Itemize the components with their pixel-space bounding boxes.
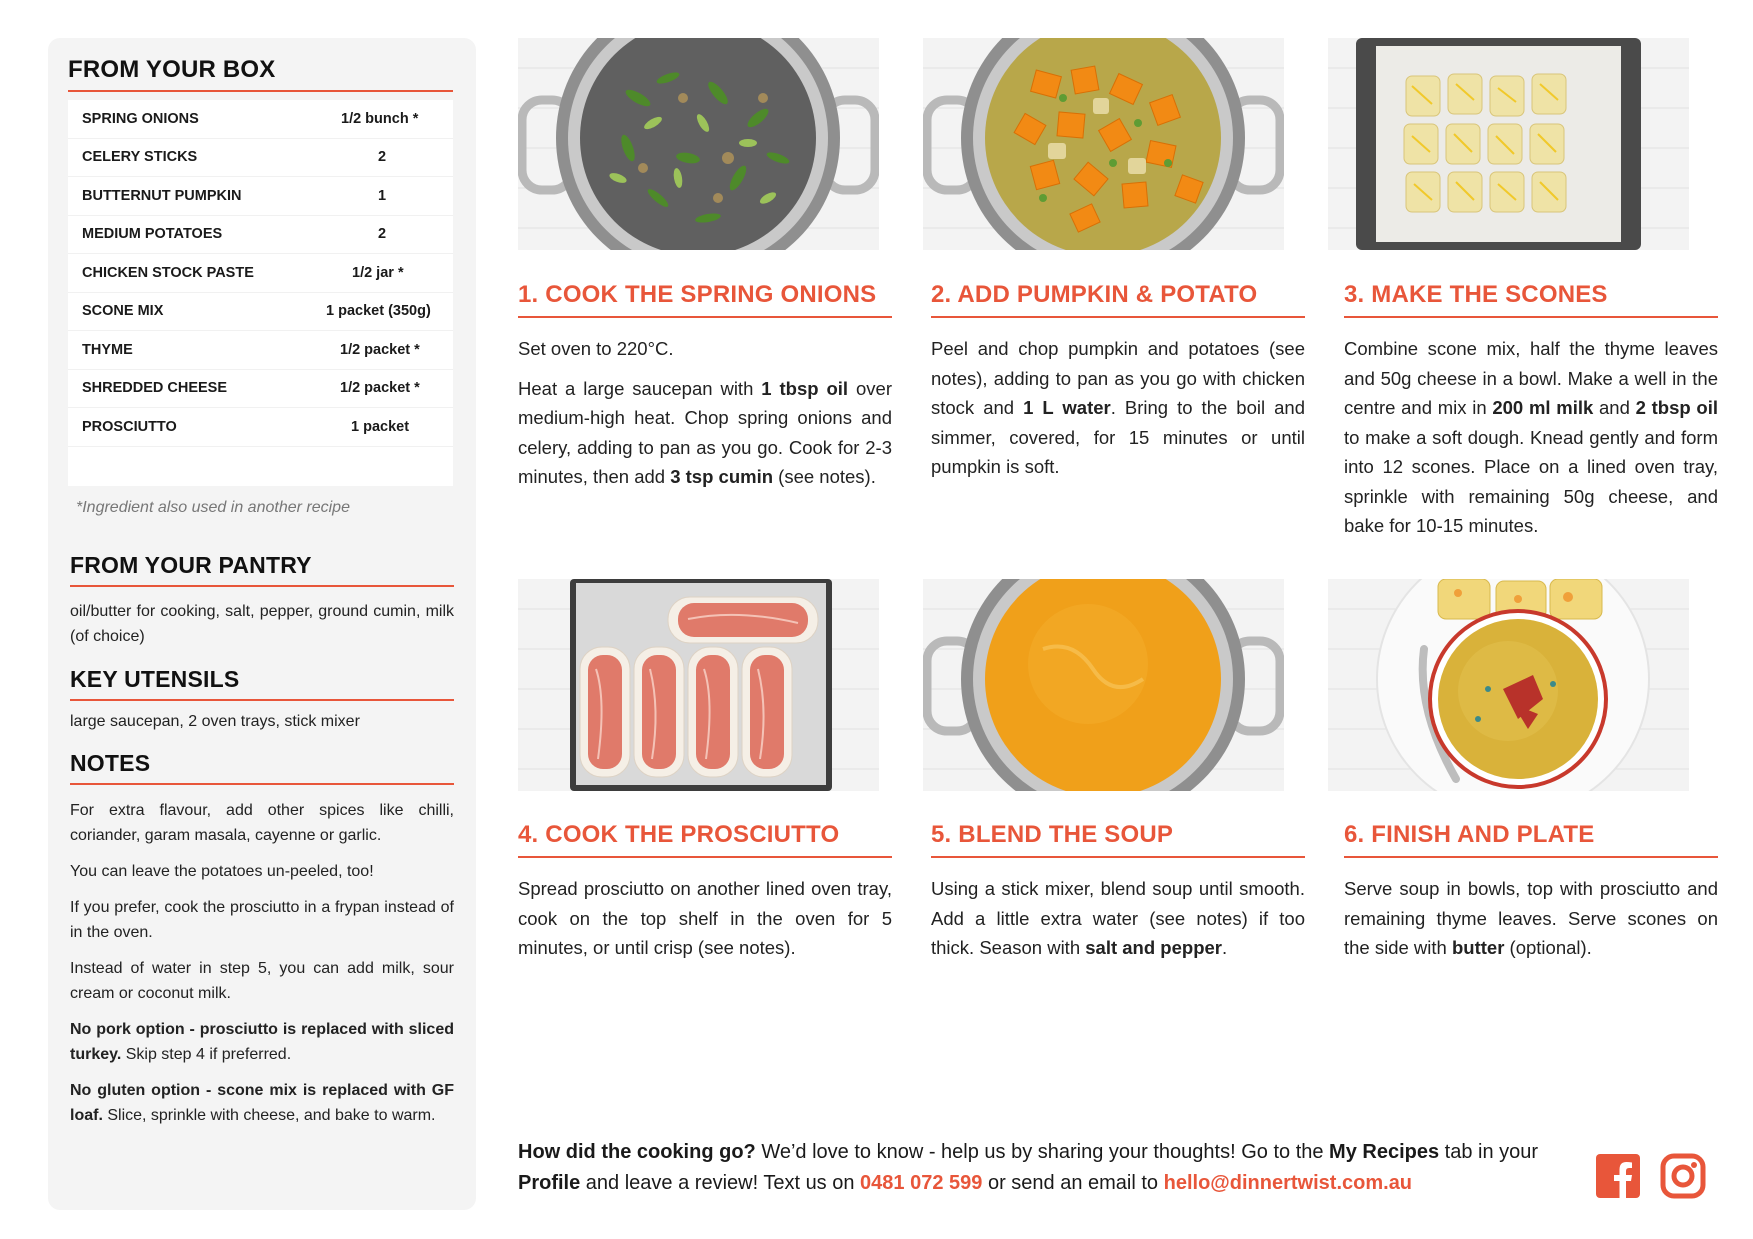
bold-span: salt and pepper (1085, 937, 1222, 958)
step3-body (1344, 334, 1718, 551)
step4-p1: Spread prosciutto on another lined oven tray, cook on the top shelf in the oven for 5 minutes, or until crisp (see notes). (518, 878, 892, 958)
feedback-question: How did the cooking go? (518, 1141, 756, 1163)
ingredient-row (68, 216, 453, 255)
text-span: Combine scone mix, half the thyme leaves and 50g cheese in a bowl. Make a well in the centre and mix in (1344, 338, 1718, 418)
step3-title: 3. MAKE THE SCONES (1344, 281, 1718, 318)
step2-body (931, 334, 1305, 492)
ingredient-name: PROSCIUTTO (82, 418, 177, 435)
note-rest: Skip step 4 if preferred. (121, 1046, 292, 1063)
text-span: and (1593, 397, 1636, 418)
step3-p1 (1344, 334, 1718, 541)
ingredient-name: SPRING ONIONS (82, 110, 199, 127)
note-bold: No gluten option - scone mix is replaced with GF loaf. (70, 1082, 454, 1124)
bold-span: 1 L water (1023, 397, 1111, 418)
text-span: to make a soft dough. Knead gently and form into 12 scones. Place on a lined oven tray, sprinkle with remaining 50g cheese, and bake for 10-15 minutes. (1344, 426, 1718, 536)
step1-photo (518, 38, 879, 250)
ingredient-name: CHICKEN STOCK PASTE (82, 264, 254, 281)
ingredient-row (68, 139, 453, 178)
text-span: . Bring to the boil and simmer, covered, for 15 minutes or until pumpkin is soft. (931, 397, 1305, 477)
ingredient-name: MEDIUM POTATOES (82, 226, 223, 243)
step5-photo (923, 579, 1284, 791)
ingredient-name: SHREDDED CHEESE (82, 380, 228, 397)
ingredient-row (68, 331, 453, 370)
note-item (70, 1017, 454, 1067)
note-item: For extra flavour, add other spices like chilli, coriander, garam masala, cayenne or garlic. (70, 802, 454, 844)
ingredient-name: CELERY STICKS (82, 149, 198, 166)
ingredient-qty: 1/2 packet * (340, 341, 420, 358)
step6-body (1344, 874, 1718, 973)
ingredient-row (68, 100, 453, 139)
bold-span: 3 tsp cumin (670, 466, 774, 487)
ingredient-qty: 1/2 jar * (352, 264, 404, 281)
ingredient-qty: 1/2 packet * (340, 380, 420, 397)
ingredient-name: SCONE MIX (82, 303, 164, 320)
ingredient-qty: 1 packet (351, 418, 410, 435)
step6-photo (1328, 579, 1689, 791)
ingredient-name: BUTTERNUT PUMPKIN (82, 187, 242, 204)
bold-span: 2 tbsp oil (1635, 397, 1718, 418)
utensils-text: large saucepan, 2 oven trays, stick mixer (70, 713, 360, 730)
text-span: tab in your (1439, 1141, 1539, 1163)
text-span: over medium-high heat. Chop spring onions and celery, adding to pan as you go. Cook for 2-3 minutes, then add (518, 377, 892, 487)
text-span: We’d love to know - help us by sharing your thoughts! Go to the (755, 1141, 1330, 1163)
phone-link[interactable]: 0481 072 599 (860, 1172, 983, 1194)
step4-body (518, 874, 892, 973)
pantry-text: oil/butter for cooking, salt, pepper, ground cumin, milk (of choice) (70, 603, 454, 645)
step6-p1 (1344, 874, 1718, 963)
ingredient-row (68, 293, 453, 332)
step1-body (518, 334, 892, 502)
bold-span: 1 tbsp oil (761, 377, 849, 399)
profile-label: Profile (518, 1172, 581, 1194)
ingredient-footnote: *Ingredient also used in another recipe (76, 499, 350, 516)
text-span: or send an email to (982, 1172, 1164, 1194)
step2-p1 (931, 334, 1305, 482)
ingredient-row (68, 254, 453, 293)
key-utensils-heading: KEY UTENSILS (70, 666, 454, 701)
ingredient-name: THYME (82, 341, 133, 358)
step2-title: 2. ADD PUMPKIN & POTATO (931, 281, 1305, 318)
text-span: (optional). (1504, 937, 1592, 958)
note-item: Instead of water in step 5, you can add milk, sour cream or coconut milk. (70, 960, 454, 1002)
ingredient-qty: 1 packet (350g) (326, 303, 431, 320)
note-item: You can leave the potatoes un-peeled, too! (70, 863, 374, 880)
step5-title: 5. BLEND THE SOUP (931, 821, 1305, 858)
text-span: . (1221, 937, 1228, 958)
step4-title: 4. COOK THE PROSCIUTTO (518, 821, 892, 858)
text-span: Using a stick mixer, blend soup until smooth. Add a little extra water (see notes) if too thick. Season with (931, 878, 1305, 958)
ingredient-row (68, 408, 453, 447)
step2-photo (923, 38, 1284, 250)
from-your-box-heading: FROM YOUR BOX (68, 56, 453, 92)
note-bold: No pork option - prosciutto is replaced with sliced turkey. (70, 1021, 454, 1063)
instagram-icon[interactable] (1659, 1152, 1707, 1200)
sidebar-panel (48, 38, 476, 1210)
step1-title: 1. COOK THE SPRING ONIONS (518, 281, 892, 318)
ingredient-qty: 2 (378, 226, 387, 243)
step3-photo (1328, 38, 1689, 250)
text-span: and leave a review! Text us on (580, 1172, 861, 1194)
feedback-footer (518, 1137, 1568, 1199)
ingredient-row (68, 370, 453, 409)
ingredient-qty: 2 (378, 149, 387, 166)
step5-body (931, 874, 1305, 973)
my-recipes-label: My Recipes (1329, 1141, 1440, 1163)
email-link[interactable]: hello@dinnertwist.com.au (1163, 1172, 1413, 1194)
step5-p1 (931, 874, 1305, 963)
step4-photo (518, 579, 879, 791)
step1-p1: Set oven to 220°C. (518, 338, 674, 359)
step6-title: 6. FINISH AND PLATE (1344, 821, 1718, 858)
text-span: (see notes). (773, 466, 876, 487)
ingredient-qty: 1/2 bunch * (341, 110, 419, 127)
step1-p2 (518, 374, 892, 492)
from-your-pantry-heading: FROM YOUR PANTRY (70, 552, 454, 587)
ingredients-table (68, 100, 453, 486)
notes-list (70, 798, 454, 1139)
bold-span: butter (1451, 937, 1505, 958)
bold-span: 200 ml milk (1492, 397, 1594, 418)
text-span: Peel and chop pumpkin and potatoes (see notes), adding to pan as you go with chicken stock and (931, 338, 1305, 418)
note-item (70, 1078, 454, 1128)
ingredient-row (68, 177, 453, 216)
text-span: Serve soup in bowls, top with prosciutto and remaining thyme leaves. Serve scones on the side with (1344, 878, 1718, 958)
note-rest: Slice, sprinkle with cheese, and bake to warm. (102, 1107, 436, 1124)
facebook-icon[interactable] (1594, 1152, 1642, 1200)
text-span: Heat a large saucepan with (518, 377, 762, 399)
ingredient-qty: 1 (378, 187, 387, 204)
notes-heading: NOTES (70, 750, 454, 785)
note-item: If you prefer, cook the prosciutto in a frypan instead of in the oven. (70, 899, 454, 941)
